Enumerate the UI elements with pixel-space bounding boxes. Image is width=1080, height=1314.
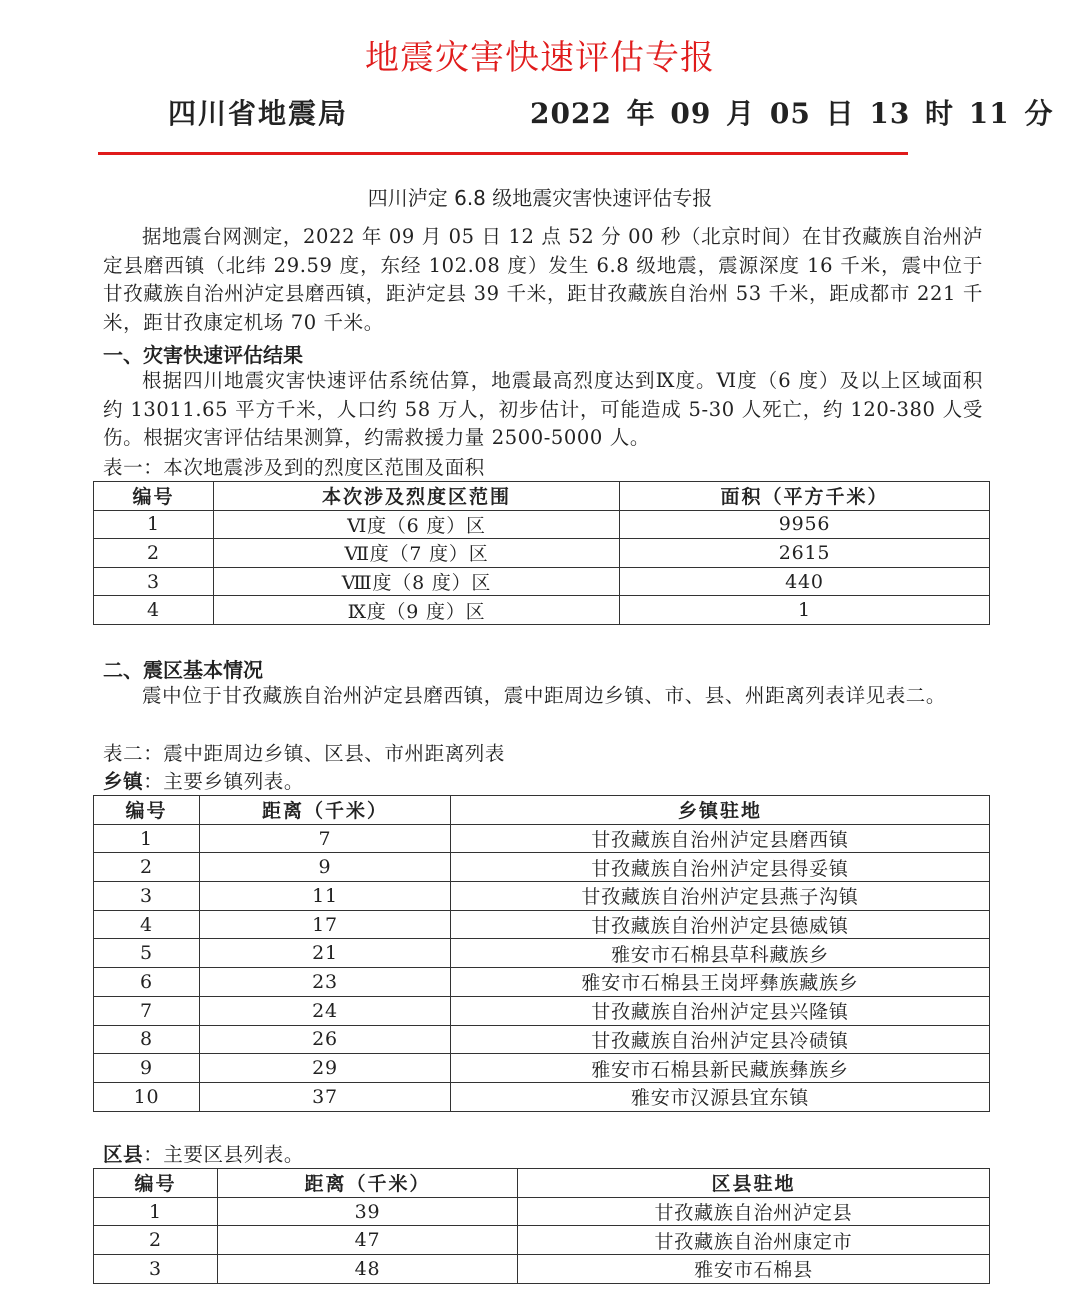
table-cell: 26 bbox=[200, 1025, 451, 1054]
section2-paragraph: 震中位于甘孜藏族自治州泸定县磨西镇，震中距周边乡镇、市、县、州距离列表详见表二。 bbox=[142, 684, 947, 707]
table-row bbox=[94, 510, 990, 539]
table-cell: 3 bbox=[94, 567, 214, 596]
township-label: 乡镇 bbox=[103, 770, 144, 793]
table-cell: 10 bbox=[94, 1082, 200, 1111]
table-row bbox=[94, 1025, 990, 1054]
section1-heading: 一、灾害快速评估结果 bbox=[103, 343, 303, 367]
table-cell: 甘孜藏族自治州泸定县冷碛镇 bbox=[451, 1025, 990, 1054]
table-cell: 1 bbox=[94, 510, 214, 539]
table-cell: 39 bbox=[218, 1197, 518, 1226]
table-cell: 1 bbox=[94, 1197, 218, 1226]
intro-paragraph: 据地震台网测定，2022 年 09 月 05 日 12 点 52 分 00 秒（北京时间）在甘孜藏族自治州泸定县磨西镇（北纬 29.59 度，东经 102.08 度）发生 6.8 级地震，震源深度 16 千米，震中位于甘孜藏族自治州泸定县磨西镇，距泸定县 39 千米，距甘孜藏族自治州 53 千米，距成都市 221 千米，距甘孜康定机场 70 千米。 bbox=[103, 225, 983, 334]
table-cell: 6 bbox=[94, 968, 200, 997]
township-distance-table bbox=[93, 795, 990, 1112]
table-cell: 4 bbox=[94, 910, 200, 939]
table-cell: 24 bbox=[200, 996, 451, 1025]
intensity-area-table bbox=[93, 481, 990, 625]
table-row bbox=[94, 882, 990, 911]
table2-caption: 表二：震中距周边乡镇、区县、市州距离列表 bbox=[103, 742, 506, 765]
table-cell: 雅安市汉源县宜东镇 bbox=[451, 1082, 990, 1111]
column-header: 编号 bbox=[94, 1169, 218, 1198]
section2-heading: 二、震区基本情况 bbox=[103, 658, 263, 682]
issue-date: 2022 年 09 月 05 日 13 时 11 分 bbox=[530, 97, 1054, 130]
table-cell: 47 bbox=[218, 1226, 518, 1255]
table-cell: 7 bbox=[200, 824, 451, 853]
table-cell: 9 bbox=[94, 1054, 200, 1083]
column-header: 面积（平方千米） bbox=[620, 482, 990, 511]
table-cell: 甘孜藏族自治州泸定县燕子沟镇 bbox=[451, 882, 990, 911]
table-cell: 21 bbox=[200, 939, 451, 968]
table-cell: 雅安市石棉县 bbox=[518, 1255, 990, 1284]
table-cell: 3 bbox=[94, 1255, 218, 1284]
table-cell: 雅安市石棉县草科藏族乡 bbox=[451, 939, 990, 968]
county-subcaption bbox=[103, 1139, 304, 1167]
table-cell: 1 bbox=[620, 596, 990, 625]
table-cell: 48 bbox=[218, 1255, 518, 1284]
table-cell: 2615 bbox=[620, 539, 990, 568]
table-cell: 440 bbox=[620, 567, 990, 596]
table-row bbox=[94, 939, 990, 968]
table-cell: 雅安市石棉县新民藏族彝族乡 bbox=[451, 1054, 990, 1083]
table-cell: 3 bbox=[94, 882, 200, 911]
column-header: 编号 bbox=[94, 796, 200, 825]
table-cell: 甘孜藏族自治州泸定县 bbox=[518, 1197, 990, 1226]
table-cell: 甘孜藏族自治州泸定县磨西镇 bbox=[451, 824, 990, 853]
table-row bbox=[94, 968, 990, 997]
document-title: 四川泸定 6.8 级地震灾害快速评估专报 bbox=[367, 186, 713, 210]
table-row bbox=[94, 1226, 990, 1255]
table-cell: 雅安市石棉县王岗坪彝族藏族乡 bbox=[451, 968, 990, 997]
table-row bbox=[94, 853, 990, 882]
table-cell: 17 bbox=[200, 910, 451, 939]
county-note: ：主要区县列表。 bbox=[143, 1143, 305, 1166]
table-cell: Ⅷ度（8 度）区 bbox=[214, 567, 620, 596]
header-divider bbox=[98, 152, 908, 155]
table-cell: Ⅵ度（6 度）区 bbox=[214, 510, 620, 539]
table-cell: 1 bbox=[94, 824, 200, 853]
county-distance-table bbox=[93, 1168, 990, 1284]
table-cell: 9956 bbox=[620, 510, 990, 539]
table-cell: 23 bbox=[200, 968, 451, 997]
column-header: 编号 bbox=[94, 482, 214, 511]
table-cell: Ⅸ度（9 度）区 bbox=[214, 596, 620, 625]
table-cell: 37 bbox=[200, 1082, 451, 1111]
table-cell: 4 bbox=[94, 596, 214, 625]
column-header: 本次涉及烈度区范围 bbox=[214, 482, 620, 511]
table-row bbox=[94, 824, 990, 853]
table-cell: 11 bbox=[200, 882, 451, 911]
table-row bbox=[94, 1197, 990, 1226]
table-row bbox=[94, 1054, 990, 1083]
table-row bbox=[94, 596, 990, 625]
table-cell: 8 bbox=[94, 1025, 200, 1054]
table-cell: 2 bbox=[94, 1226, 218, 1255]
table-row bbox=[94, 567, 990, 596]
table-header-row bbox=[94, 796, 990, 825]
table-row bbox=[94, 1255, 990, 1284]
table-header-row bbox=[94, 482, 990, 511]
table-cell: 5 bbox=[94, 939, 200, 968]
column-header: 区县驻地 bbox=[518, 1169, 990, 1198]
table-cell: 甘孜藏族自治州康定市 bbox=[518, 1226, 990, 1255]
table-row bbox=[94, 996, 990, 1025]
table1-caption: 表一：本次地震涉及到的烈度区范围及面积 bbox=[103, 456, 485, 479]
table-cell: 9 bbox=[200, 853, 451, 882]
table-cell: 甘孜藏族自治州泸定县得妥镇 bbox=[451, 853, 990, 882]
table-cell: Ⅶ度（7 度）区 bbox=[214, 539, 620, 568]
table-cell: 2 bbox=[94, 853, 200, 882]
table-cell: 甘孜藏族自治州泸定县德威镇 bbox=[451, 910, 990, 939]
section1-paragraph: 根据四川地震灾害快速评估系统估算，地震最高烈度达到Ⅸ度。Ⅵ度（6 度）及以上区域面积约 13011.65 平方千米，人口约 58 万人，初步估计，可能造成 5-30 人死亡，约 120-380 人受伤。根据灾害评估结果测算，约需救援力量 2500-5000 人。 bbox=[103, 369, 983, 449]
table-row bbox=[94, 1082, 990, 1111]
issuer-name: 四川省地震局 bbox=[168, 97, 349, 130]
township-subcaption bbox=[103, 766, 304, 794]
table-cell: 29 bbox=[200, 1054, 451, 1083]
column-header: 距离（千米） bbox=[218, 1169, 518, 1198]
masthead-title: 地震灾害快速评估专报 bbox=[365, 38, 715, 78]
table-cell: 2 bbox=[94, 539, 214, 568]
township-note: ：主要乡镇列表。 bbox=[143, 770, 305, 793]
table-cell: 7 bbox=[94, 996, 200, 1025]
column-header: 距离（千米） bbox=[200, 796, 451, 825]
table-row bbox=[94, 539, 990, 568]
table-row bbox=[94, 910, 990, 939]
table-header-row bbox=[94, 1169, 990, 1198]
county-label: 区县 bbox=[103, 1143, 144, 1166]
column-header: 乡镇驻地 bbox=[451, 796, 990, 825]
table-cell: 甘孜藏族自治州泸定县兴隆镇 bbox=[451, 996, 990, 1025]
